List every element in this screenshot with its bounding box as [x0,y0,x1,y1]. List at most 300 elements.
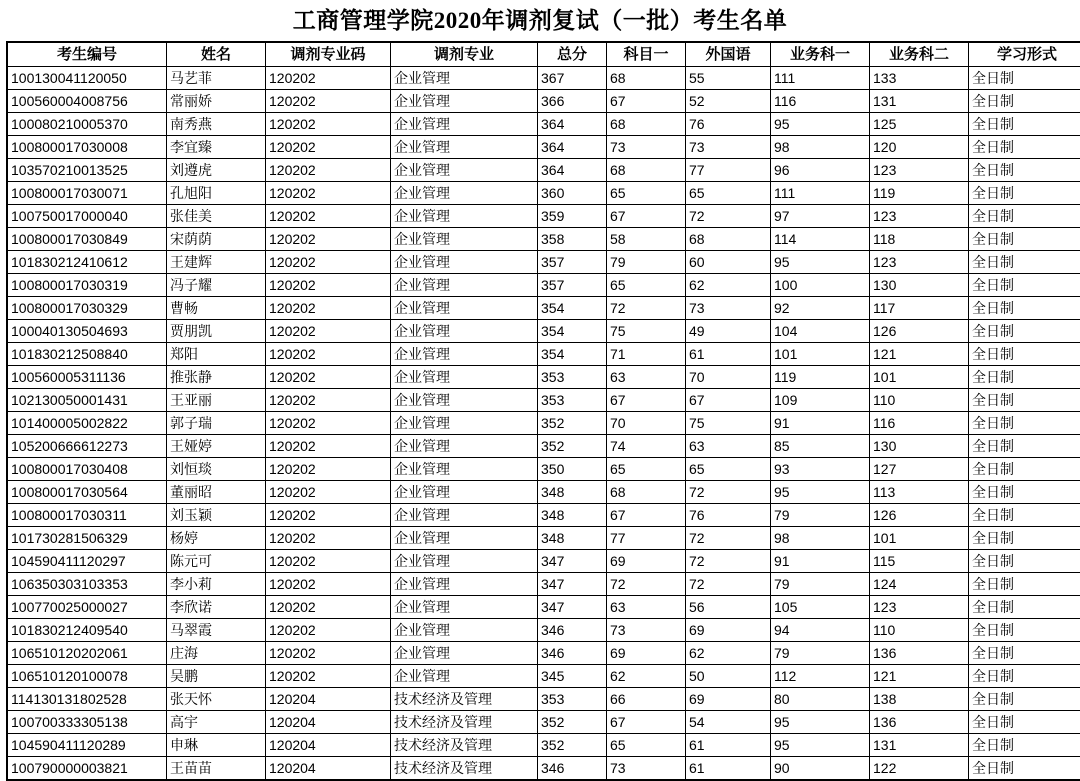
cell-name: 常丽娇 [167,90,266,113]
cell-subject-one: 75 [607,320,686,343]
cell-major-code: 120202 [266,435,391,458]
cell-total-score: 358 [538,228,607,251]
cell-major-code: 120202 [266,665,391,688]
cell-major: 技术经济及管理 [391,711,538,734]
table-row [7,366,1080,389]
cell-subject-one: 67 [607,90,686,113]
cell-total-score: 348 [538,481,607,504]
cell-subject-one: 72 [607,573,686,596]
cell-business-one: 95 [771,711,870,734]
cell-total-score: 347 [538,550,607,573]
cell-business-two: 131 [870,90,969,113]
cell-candidate-id: 100800017030319 [7,274,167,297]
cell-business-one: 91 [771,550,870,573]
table-row [7,711,1080,734]
cell-subject-one: 69 [607,642,686,665]
cell-business-one: 98 [771,136,870,159]
table-row [7,412,1080,435]
cell-study-mode: 全日制 [969,297,1080,320]
cell-business-two: 116 [870,412,969,435]
cell-subject-one: 58 [607,228,686,251]
table-header-row [7,42,1080,67]
cell-business-one: 94 [771,619,870,642]
cell-subject-one: 70 [607,412,686,435]
cell-foreign-language: 61 [686,734,771,757]
cell-study-mode: 全日制 [969,205,1080,228]
cell-total-score: 346 [538,757,607,781]
cell-total-score: 345 [538,665,607,688]
cell-business-two: 120 [870,136,969,159]
cell-study-mode: 全日制 [969,550,1080,573]
cell-subject-one: 68 [607,159,686,182]
cell-total-score: 347 [538,596,607,619]
cell-subject-one: 62 [607,665,686,688]
cell-study-mode: 全日制 [969,481,1080,504]
table-row [7,67,1080,90]
cell-candidate-id: 100560005311136 [7,366,167,389]
cell-business-two: 117 [870,297,969,320]
cell-business-two: 130 [870,435,969,458]
column-header-foreign-language: 外国语 [686,42,771,67]
cell-name: 张佳美 [167,205,266,228]
cell-study-mode: 全日制 [969,458,1080,481]
cell-subject-one: 73 [607,136,686,159]
table-row [7,435,1080,458]
table-row [7,734,1080,757]
cell-foreign-language: 61 [686,343,771,366]
table-row [7,573,1080,596]
cell-subject-one: 65 [607,734,686,757]
cell-total-score: 353 [538,389,607,412]
cell-major: 企业管理 [391,665,538,688]
cell-major: 企业管理 [391,205,538,228]
cell-candidate-id: 100790000003821 [7,757,167,781]
cell-major: 企业管理 [391,458,538,481]
table-row [7,228,1080,251]
cell-business-one: 97 [771,205,870,228]
cell-business-two: 136 [870,642,969,665]
cell-candidate-id: 100130041120050 [7,67,167,90]
cell-major: 企业管理 [391,320,538,343]
cell-foreign-language: 72 [686,550,771,573]
cell-major: 企业管理 [391,389,538,412]
cell-study-mode: 全日制 [969,412,1080,435]
cell-total-score: 348 [538,504,607,527]
cell-foreign-language: 62 [686,642,771,665]
cell-candidate-id: 104590411120289 [7,734,167,757]
cell-study-mode: 全日制 [969,251,1080,274]
cell-major-code: 120202 [266,297,391,320]
cell-candidate-id: 101830212409540 [7,619,167,642]
cell-major-code: 120202 [266,527,391,550]
cell-total-score: 347 [538,573,607,596]
table-row [7,136,1080,159]
cell-candidate-id: 105200666612273 [7,435,167,458]
cell-study-mode: 全日制 [969,113,1080,136]
table-row [7,113,1080,136]
cell-major-code: 120202 [266,90,391,113]
cell-subject-one: 79 [607,251,686,274]
cell-foreign-language: 72 [686,205,771,228]
cell-name: 高宇 [167,711,266,734]
cell-candidate-id: 100800017030408 [7,458,167,481]
table-row [7,596,1080,619]
cell-subject-one: 65 [607,274,686,297]
cell-foreign-language: 52 [686,90,771,113]
cell-total-score: 352 [538,734,607,757]
cell-name: 马艺菲 [167,67,266,90]
cell-major-code: 120202 [266,412,391,435]
column-header-study-mode: 学习形式 [969,42,1080,67]
cell-candidate-id: 100800017030008 [7,136,167,159]
cell-business-two: 113 [870,481,969,504]
cell-business-one: 79 [771,504,870,527]
cell-study-mode: 全日制 [969,642,1080,665]
cell-subject-one: 72 [607,297,686,320]
cell-subject-one: 67 [607,711,686,734]
cell-study-mode: 全日制 [969,619,1080,642]
cell-business-one: 96 [771,159,870,182]
table-row [7,458,1080,481]
cell-major-code: 120202 [266,67,391,90]
cell-candidate-id: 100800017030329 [7,297,167,320]
cell-foreign-language: 65 [686,182,771,205]
cell-total-score: 346 [538,642,607,665]
cell-foreign-language: 76 [686,504,771,527]
cell-candidate-id: 104590411120297 [7,550,167,573]
cell-foreign-language: 73 [686,136,771,159]
cell-candidate-id: 106510120100078 [7,665,167,688]
cell-business-one: 116 [771,90,870,113]
table-row [7,665,1080,688]
cell-study-mode: 全日制 [969,527,1080,550]
cell-subject-one: 73 [607,757,686,781]
cell-major: 企业管理 [391,297,538,320]
cell-total-score: 360 [538,182,607,205]
cell-total-score: 354 [538,297,607,320]
cell-total-score: 350 [538,458,607,481]
cell-foreign-language: 60 [686,251,771,274]
cell-name: 杨婷 [167,527,266,550]
cell-major-code: 120202 [266,320,391,343]
cell-total-score: 359 [538,205,607,228]
cell-candidate-id: 114130131802528 [7,688,167,711]
cell-business-one: 105 [771,596,870,619]
cell-business-one: 93 [771,458,870,481]
column-header-business-one: 业务科一 [771,42,870,67]
cell-name: 李宜臻 [167,136,266,159]
table-row [7,550,1080,573]
cell-name: 宋荫荫 [167,228,266,251]
cell-major-code: 120204 [266,688,391,711]
cell-major: 企业管理 [391,182,538,205]
cell-subject-one: 68 [607,113,686,136]
column-header-major: 调剂专业 [391,42,538,67]
table-row [7,251,1080,274]
cell-business-two: 101 [870,527,969,550]
cell-subject-one: 69 [607,550,686,573]
cell-foreign-language: 75 [686,412,771,435]
cell-major: 企业管理 [391,343,538,366]
cell-business-one: 79 [771,573,870,596]
table-row [7,619,1080,642]
cell-subject-one: 73 [607,619,686,642]
table-body [7,67,1080,781]
cell-major-code: 120202 [266,642,391,665]
cell-business-two: 110 [870,389,969,412]
cell-business-one: 80 [771,688,870,711]
cell-total-score: 364 [538,159,607,182]
cell-study-mode: 全日制 [969,343,1080,366]
cell-name: 推张静 [167,366,266,389]
cell-study-mode: 全日制 [969,435,1080,458]
cell-business-one: 100 [771,274,870,297]
cell-business-two: 101 [870,366,969,389]
cell-major-code: 120202 [266,136,391,159]
cell-major-code: 120202 [266,366,391,389]
cell-name: 王苗苗 [167,757,266,781]
cell-major-code: 120202 [266,251,391,274]
cell-name: 贾朋凯 [167,320,266,343]
column-header-subject-one: 科目一 [607,42,686,67]
candidate-roster-table [6,41,1080,781]
cell-business-one: 92 [771,297,870,320]
cell-business-one: 111 [771,182,870,205]
cell-foreign-language: 69 [686,619,771,642]
cell-name: 陈元可 [167,550,266,573]
cell-major: 企业管理 [391,159,538,182]
cell-subject-one: 77 [607,527,686,550]
cell-major-code: 120204 [266,757,391,781]
cell-study-mode: 全日制 [969,734,1080,757]
cell-business-one: 104 [771,320,870,343]
cell-business-one: 114 [771,228,870,251]
cell-total-score: 352 [538,711,607,734]
table-row [7,688,1080,711]
cell-name: 郭子瑞 [167,412,266,435]
cell-study-mode: 全日制 [969,320,1080,343]
cell-foreign-language: 61 [686,757,771,781]
cell-candidate-id: 100560004008756 [7,90,167,113]
cell-subject-one: 71 [607,343,686,366]
table-header [7,42,1080,67]
cell-major-code: 120202 [266,205,391,228]
cell-name: 张天怀 [167,688,266,711]
cell-major-code: 120202 [266,619,391,642]
cell-foreign-language: 67 [686,389,771,412]
cell-name: 孔旭阳 [167,182,266,205]
cell-subject-one: 67 [607,205,686,228]
cell-business-one: 95 [771,481,870,504]
cell-total-score: 364 [538,113,607,136]
table-row [7,481,1080,504]
cell-foreign-language: 62 [686,274,771,297]
cell-major-code: 120202 [266,596,391,619]
cell-major: 企业管理 [391,527,538,550]
cell-major-code: 120202 [266,573,391,596]
cell-study-mode: 全日制 [969,665,1080,688]
cell-total-score: 367 [538,67,607,90]
cell-study-mode: 全日制 [969,504,1080,527]
cell-business-one: 79 [771,642,870,665]
cell-candidate-id: 100700333305138 [7,711,167,734]
cell-total-score: 352 [538,412,607,435]
cell-major-code: 120204 [266,711,391,734]
cell-major: 企业管理 [391,366,538,389]
cell-major: 企业管理 [391,136,538,159]
cell-business-two: 121 [870,343,969,366]
table-row [7,343,1080,366]
cell-foreign-language: 73 [686,297,771,320]
cell-candidate-id: 100800017030311 [7,504,167,527]
cell-business-two: 130 [870,274,969,297]
cell-business-two: 133 [870,67,969,90]
cell-major-code: 120202 [266,481,391,504]
cell-foreign-language: 63 [686,435,771,458]
cell-business-two: 123 [870,596,969,619]
cell-study-mode: 全日制 [969,389,1080,412]
cell-foreign-language: 69 [686,688,771,711]
table-row [7,504,1080,527]
cell-business-two: 138 [870,688,969,711]
cell-business-two: 126 [870,504,969,527]
cell-major-code: 120202 [266,113,391,136]
cell-business-two: 125 [870,113,969,136]
table-row [7,159,1080,182]
cell-name: 申琳 [167,734,266,757]
cell-major: 企业管理 [391,550,538,573]
cell-business-two: 124 [870,573,969,596]
cell-major: 企业管理 [391,274,538,297]
table-row [7,182,1080,205]
cell-business-one: 112 [771,665,870,688]
cell-foreign-language: 65 [686,458,771,481]
cell-major-code: 120202 [266,389,391,412]
cell-subject-one: 65 [607,458,686,481]
cell-major-code: 120202 [266,504,391,527]
cell-candidate-id: 100800017030564 [7,481,167,504]
cell-major: 企业管理 [391,67,538,90]
cell-major: 企业管理 [391,596,538,619]
cell-total-score: 357 [538,251,607,274]
cell-business-two: 126 [870,320,969,343]
cell-total-score: 346 [538,619,607,642]
cell-name: 王亚丽 [167,389,266,412]
cell-major: 企业管理 [391,90,538,113]
table-row [7,90,1080,113]
cell-foreign-language: 55 [686,67,771,90]
cell-major-code: 120204 [266,734,391,757]
cell-subject-one: 74 [607,435,686,458]
cell-candidate-id: 100080210005370 [7,113,167,136]
cell-business-one: 111 [771,67,870,90]
cell-study-mode: 全日制 [969,366,1080,389]
cell-candidate-id: 100800017030849 [7,228,167,251]
cell-study-mode: 全日制 [969,274,1080,297]
cell-business-two: 119 [870,182,969,205]
cell-study-mode: 全日制 [969,596,1080,619]
cell-name: 庄海 [167,642,266,665]
table-row [7,389,1080,412]
cell-name: 刘遵虎 [167,159,266,182]
cell-candidate-id: 106350303103353 [7,573,167,596]
table-row [7,320,1080,343]
cell-subject-one: 63 [607,596,686,619]
cell-major: 企业管理 [391,228,538,251]
cell-study-mode: 全日制 [969,573,1080,596]
table-row [7,527,1080,550]
cell-study-mode: 全日制 [969,159,1080,182]
cell-business-two: 115 [870,550,969,573]
cell-major: 企业管理 [391,642,538,665]
table-row [7,205,1080,228]
cell-business-one: 95 [771,734,870,757]
cell-total-score: 357 [538,274,607,297]
cell-study-mode: 全日制 [969,182,1080,205]
cell-study-mode: 全日制 [969,688,1080,711]
cell-business-one: 95 [771,251,870,274]
cell-total-score: 364 [538,136,607,159]
cell-business-two: 123 [870,159,969,182]
cell-business-two: 122 [870,757,969,781]
cell-foreign-language: 49 [686,320,771,343]
cell-name: 王娅婷 [167,435,266,458]
table-row [7,274,1080,297]
cell-business-one: 90 [771,757,870,781]
column-header-total-score: 总分 [538,42,607,67]
cell-study-mode: 全日制 [969,228,1080,251]
cell-subject-one: 63 [607,366,686,389]
cell-study-mode: 全日制 [969,711,1080,734]
cell-study-mode: 全日制 [969,136,1080,159]
cell-total-score: 354 [538,343,607,366]
cell-subject-one: 67 [607,389,686,412]
cell-business-two: 127 [870,458,969,481]
cell-candidate-id: 100750017000040 [7,205,167,228]
cell-major-code: 120202 [266,343,391,366]
page-title: 工商管理学院2020年调剂复试（一批）考生名单 [6,4,1074,41]
cell-business-one: 119 [771,366,870,389]
cell-major: 技术经济及管理 [391,757,538,781]
cell-foreign-language: 70 [686,366,771,389]
cell-study-mode: 全日制 [969,757,1080,781]
column-header-major-code: 调剂专业码 [266,42,391,67]
cell-name: 马翠霞 [167,619,266,642]
cell-total-score: 354 [538,320,607,343]
cell-major-code: 120202 [266,550,391,573]
cell-name: 南秀燕 [167,113,266,136]
cell-candidate-id: 101730281506329 [7,527,167,550]
cell-business-one: 85 [771,435,870,458]
cell-business-two: 123 [870,251,969,274]
cell-study-mode: 全日制 [969,67,1080,90]
cell-business-one: 95 [771,113,870,136]
cell-major: 技术经济及管理 [391,734,538,757]
cell-major: 企业管理 [391,113,538,136]
cell-candidate-id: 100800017030071 [7,182,167,205]
table-row [7,757,1080,781]
cell-total-score: 366 [538,90,607,113]
cell-subject-one: 68 [607,67,686,90]
cell-subject-one: 68 [607,481,686,504]
column-header-candidate-id: 考生编号 [7,42,167,67]
cell-candidate-id: 102130050001431 [7,389,167,412]
cell-name: 冯子耀 [167,274,266,297]
cell-major: 企业管理 [391,435,538,458]
cell-major: 企业管理 [391,573,538,596]
cell-foreign-language: 56 [686,596,771,619]
cell-candidate-id: 106510120202061 [7,642,167,665]
